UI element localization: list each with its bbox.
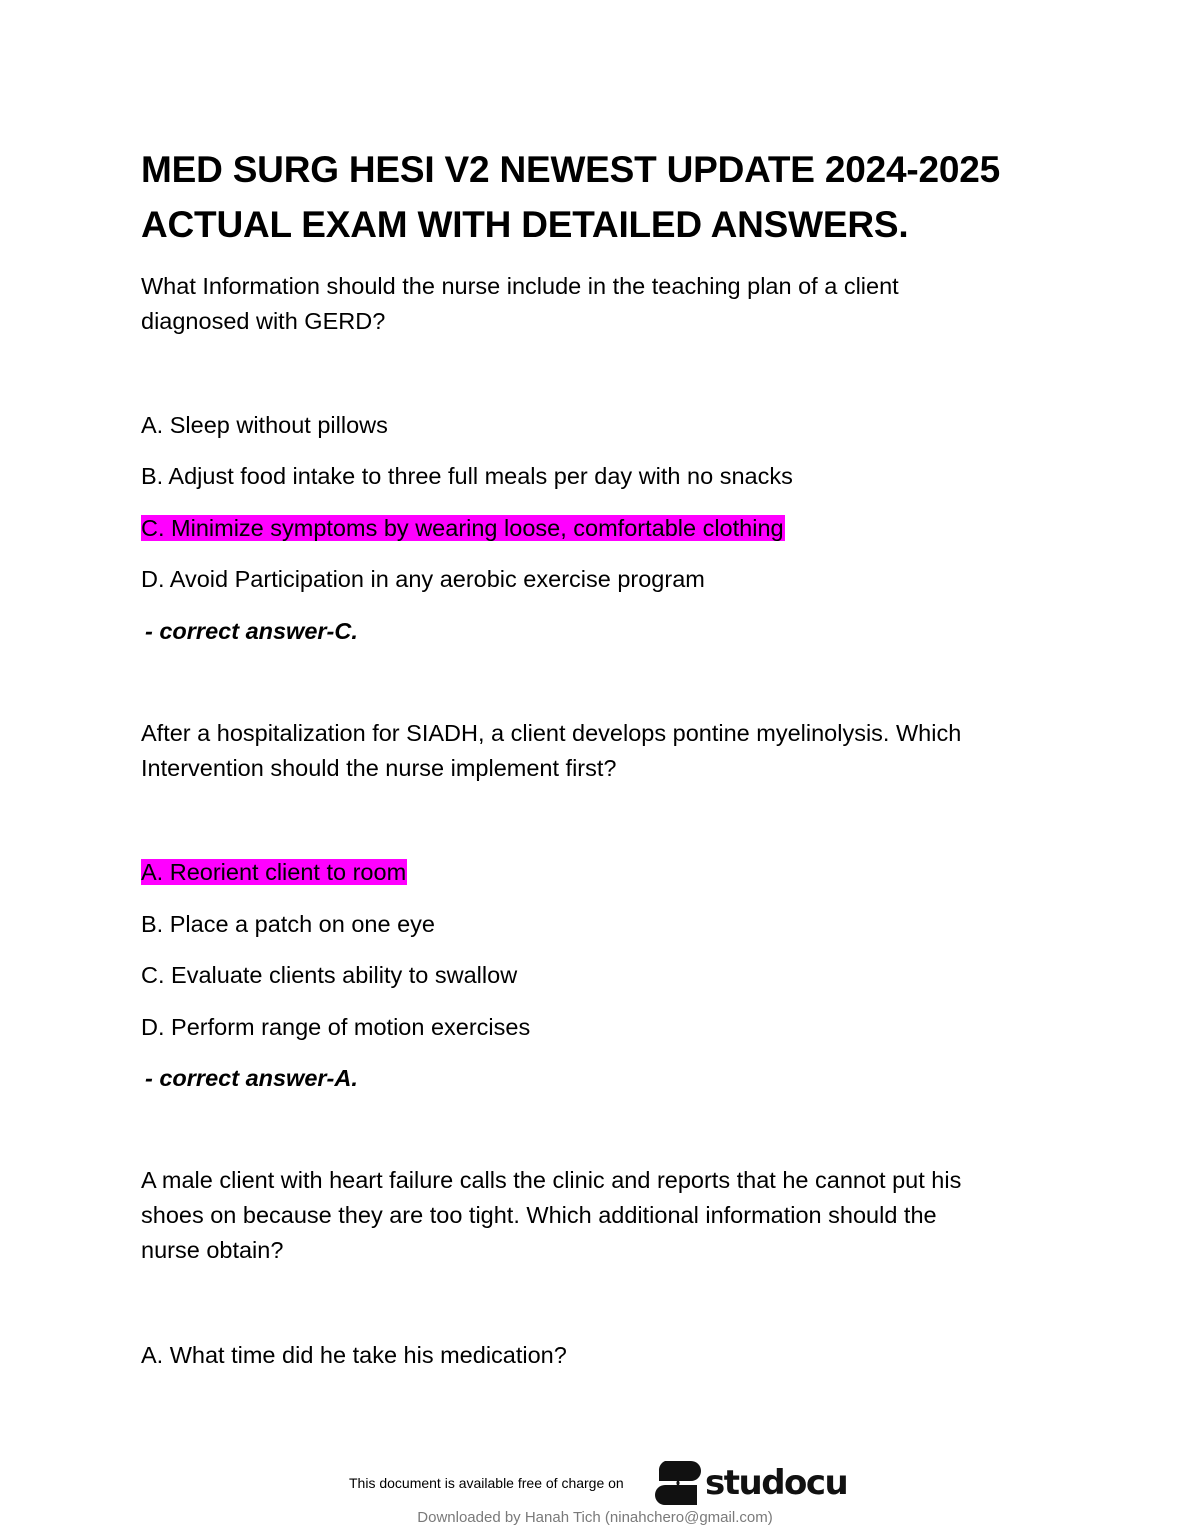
document-title: [141, 142, 1061, 252]
highlighted-answer: A. Reorient client to room: [141, 859, 407, 885]
question-1-correct-answer: - correct answer-C.: [145, 618, 358, 644]
title-line-2: ACTUAL EXAM WITH DETAILED ANSWERS.: [141, 204, 909, 245]
downloaded-by-note: Downloaded by Hanah Tich (ninahchero@gmail.com): [417, 1509, 773, 1526]
question-3-option-a: A. What time did he take his medication?: [141, 1342, 567, 1368]
question-2-option-a: [141, 857, 407, 887]
question-2-option-c: C. Evaluate clients ability to swallow: [141, 962, 518, 988]
title-line-1: MED SURG HESI V2 NEWEST UPDATE 2024-2025: [141, 149, 1001, 190]
question-1-text: What Information should the nurse include in the teaching plan of a client diagnosed with GERD?: [141, 273, 899, 334]
studocu-logo[interactable]: [655, 1458, 847, 1508]
question-2-correct-answer: - correct answer-A.: [145, 1065, 358, 1091]
question-3-text: A male client with heart failure calls the clinic and reports that he cannot put his shoes on because they are too tight. Which additional information should the nurse obtain?: [141, 1167, 962, 1263]
studocu-s-icon: [655, 1459, 701, 1507]
availability-note: This document is available free of charge on: [349, 1475, 624, 1491]
question-1-option-c: [141, 513, 785, 543]
question-2-option-b: B. Place a patch on one eye: [141, 911, 435, 937]
question-1-option-b: B. Adjust food intake to three full meals per day with no snacks: [141, 463, 793, 489]
question-2-text: After a hospitalization for SIADH, a client develops pontine myelinolysis. Which Intervention should the nurse implement first?: [141, 720, 962, 781]
highlighted-answer: C. Minimize symptoms by wearing loose, comfortable clothing: [141, 515, 784, 541]
question-1-option-a: A. Sleep without pillows: [141, 412, 388, 438]
question-1-option-d: D. Avoid Participation in any aerobic exercise program: [141, 566, 705, 592]
studocu-wordmark: studocu: [705, 1463, 848, 1503]
question-2-option-d: D. Perform range of motion exercises: [141, 1014, 531, 1040]
